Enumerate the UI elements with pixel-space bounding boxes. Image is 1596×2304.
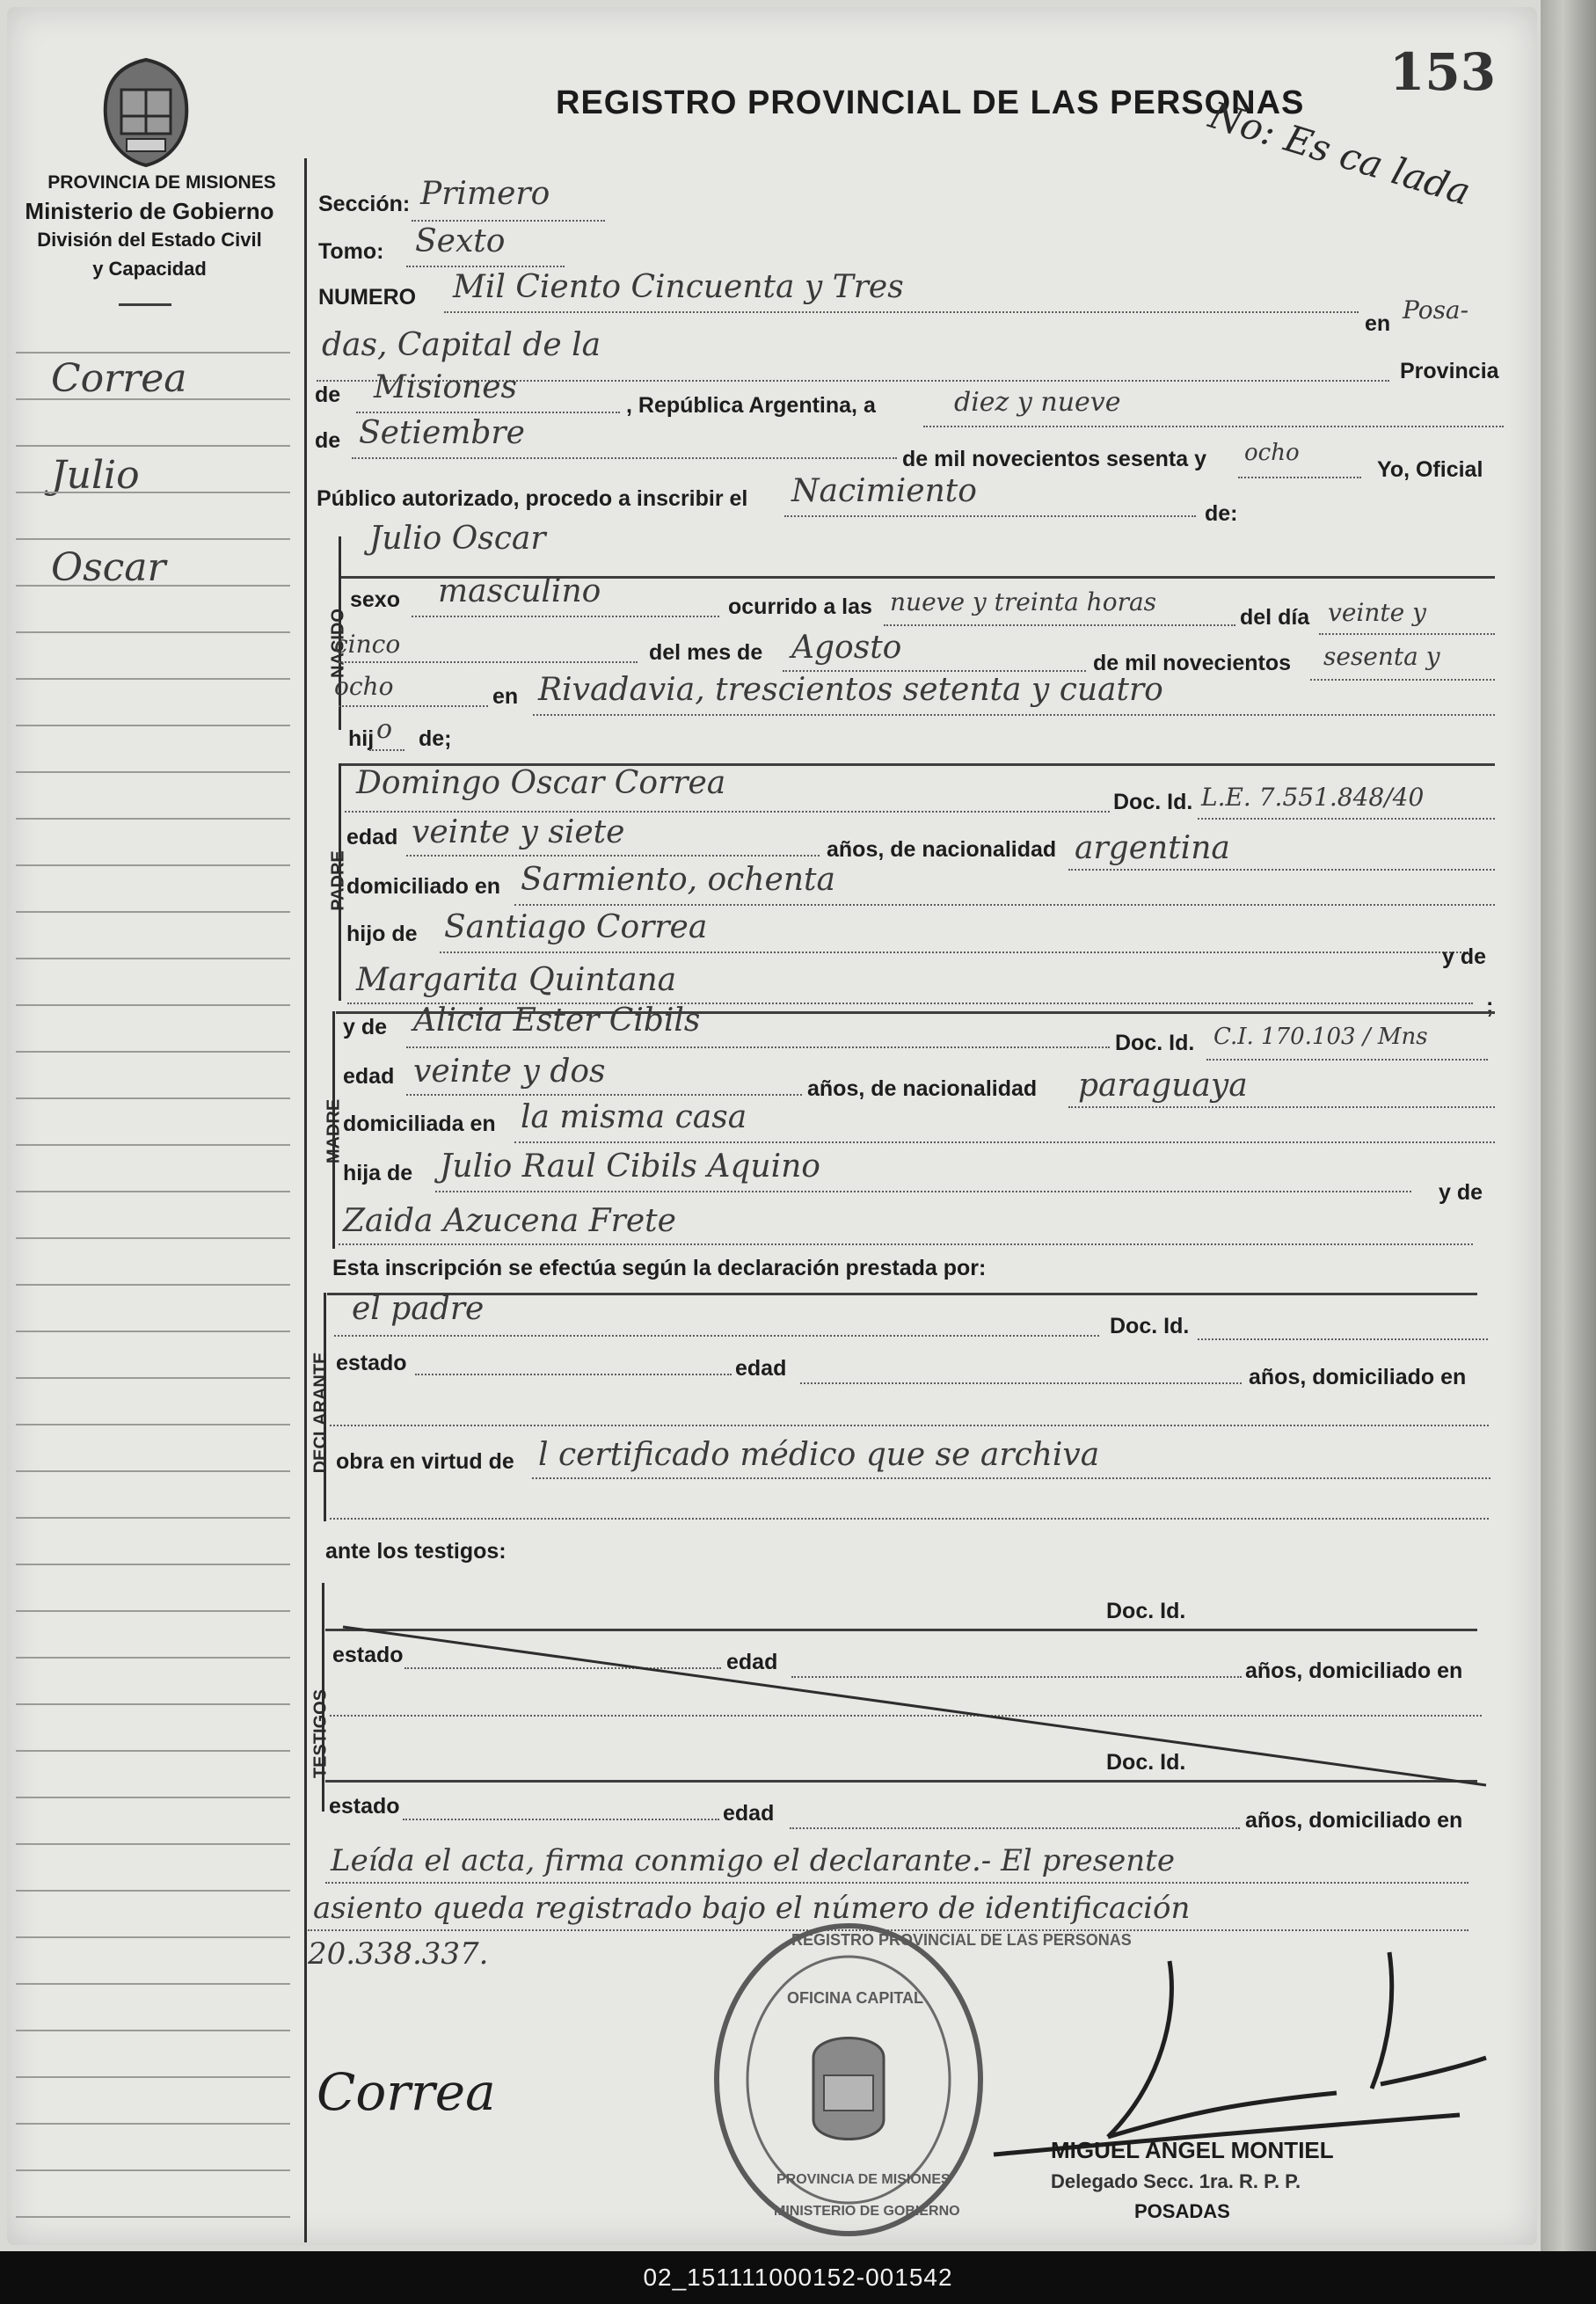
rule — [532, 1477, 1490, 1479]
madre-dom-value: la misma casa — [521, 1099, 747, 1135]
testigos-side-label: TESTIGOS — [310, 1688, 331, 1779]
annotation-stamp: No: Es ca lada — [1204, 93, 1476, 214]
rule — [330, 1518, 1489, 1520]
margin-rule — [16, 1890, 290, 1892]
mes-value: Agosto — [791, 630, 902, 666]
madre-madre-value: Zaida Azucena Frete — [343, 1203, 676, 1239]
seal-province-text: PROVINCIA DE MISIONES — [776, 2172, 951, 2187]
hijo-de-label: hijo de — [346, 922, 418, 946]
madre-nac-label: años, de nacionalidad — [807, 1076, 1038, 1101]
division-name: División del Estado Civil — [37, 229, 262, 251]
rule — [403, 1819, 719, 1820]
seal-inner-text: OFICINA CAPITAL — [787, 1989, 923, 2007]
margin-rule — [16, 2123, 290, 2125]
declarante-edad-label: edad — [735, 1356, 787, 1381]
madre-edad-label: edad — [343, 1064, 395, 1089]
rule — [533, 714, 1495, 716]
en-label: en — [1365, 311, 1391, 336]
rule — [406, 1046, 1110, 1048]
rule — [514, 1141, 1495, 1143]
rule — [1238, 477, 1361, 478]
padre-edad-label: edad — [346, 825, 398, 849]
republica-label: , República Argentina, a — [626, 393, 876, 418]
anio-value-2: ocho — [334, 672, 394, 701]
rule — [339, 705, 488, 707]
madre-dom-label: domiciliada en — [343, 1112, 496, 1136]
rule — [1310, 679, 1495, 681]
semicolon-label: ; — [1486, 994, 1494, 1018]
margin-middle-name: Oscar — [51, 545, 166, 590]
padre-dom-value: Sarmiento, ochenta — [521, 862, 835, 898]
padre-nac-value: argentina — [1075, 830, 1230, 866]
rule — [884, 624, 1235, 626]
margin-rule — [16, 678, 290, 680]
madre-edad-value: veinte y dos — [413, 1054, 606, 1090]
rule — [440, 951, 1468, 953]
rule — [345, 811, 1110, 813]
margin-rule — [16, 1657, 290, 1659]
fecha-anio-value: ocho — [1244, 440, 1300, 466]
madre-nac-value: paraguaya — [1078, 1068, 1248, 1104]
rule — [412, 616, 719, 617]
madre-doc-label: Doc. Id. — [1115, 1031, 1195, 1055]
numero-value: Mil Ciento Cincuenta y Tres — [453, 269, 904, 305]
y-de-label: y de — [1442, 944, 1487, 969]
rule — [406, 1094, 802, 1096]
margin-rule — [16, 1097, 290, 1099]
obra-value: l certificado médico que se archiva — [538, 1437, 1100, 1473]
y-de-label-2: y de — [343, 1015, 388, 1039]
provincia-value: Misiones — [374, 369, 518, 405]
hij-suffix-value: o — [376, 714, 393, 745]
rule — [325, 1882, 1468, 1884]
margin-rule — [16, 2216, 290, 2218]
rule — [435, 1191, 1411, 1192]
nota-line-1: Leída el acta, firma conmigo el declarante.- El presente — [331, 1843, 1175, 1878]
padre-nac-label: años, de nacionalidad — [827, 837, 1057, 862]
declarante-anios-label: años, domiciliado en — [1249, 1365, 1467, 1389]
rule — [339, 661, 638, 663]
declarante-estado-label: estado — [336, 1351, 407, 1375]
nota-line-2: asiento queda registrado bajo el número de identificación — [313, 1891, 1191, 1926]
margin-rule — [16, 1470, 290, 1472]
padre-dom-label: domiciliado en — [346, 874, 501, 899]
numero-label: NUMERO — [318, 285, 417, 310]
rule — [1068, 869, 1495, 871]
rule — [406, 855, 820, 857]
padre-doc-label: Doc. Id. — [1113, 790, 1193, 814]
rule — [412, 220, 605, 222]
margin-rule — [16, 725, 290, 726]
dia-value-2: cinco — [334, 630, 401, 659]
image-caption: 02_151111000152-001542 — [0, 2251, 1596, 2304]
margin-rule — [16, 445, 290, 447]
margin-rule — [16, 958, 290, 959]
rule — [406, 266, 565, 267]
dia-value-1: veinte y — [1328, 598, 1426, 627]
nacido-side-label: NACIDO — [328, 609, 348, 678]
rule — [1206, 1059, 1488, 1061]
rule — [800, 1382, 1242, 1384]
seccion-label: Sección: — [318, 192, 411, 216]
margin-rule — [16, 911, 290, 913]
margin-rule — [16, 1564, 290, 1565]
mil-sesenta-label: de mil novecientos sesenta y — [902, 447, 1206, 471]
official-name: MIGUEL ANGEL MONTIEL — [1051, 2137, 1334, 2163]
margin-rule — [16, 1191, 290, 1192]
fecha-mes-value: Setiembre — [359, 415, 525, 451]
official-city: POSADAS — [1134, 2200, 1230, 2222]
rule — [784, 515, 1196, 517]
margin-rule — [16, 1750, 290, 1752]
margin-rule — [16, 1004, 290, 1006]
margin-rule — [16, 1797, 290, 1798]
margin-first-name: Julio — [51, 453, 140, 498]
rule — [444, 311, 1359, 313]
de-label: de — [315, 383, 341, 407]
declarante-value: el padre — [352, 1291, 485, 1327]
margin-rule — [16, 2030, 290, 2031]
ministry-name: Ministerio de Gobierno — [25, 198, 274, 224]
margin-rule — [16, 1610, 290, 1612]
padre-nombre-value: Domingo Oscar Correa — [356, 765, 726, 801]
margin-divider — [304, 158, 307, 2242]
de-label-2: de — [315, 428, 341, 453]
margin-rule — [16, 1051, 290, 1053]
margin-rule — [16, 1424, 290, 1425]
de-semicolon-label: de; — [419, 726, 452, 751]
seal-outer-text: REGISTRO PROVINCIAL DE LAS PERSONAS — [791, 1931, 1132, 1949]
testigo1-doc-label: Doc. Id. — [1106, 1599, 1186, 1623]
tomo-value: Sexto — [415, 223, 506, 259]
margin-rule — [16, 1377, 290, 1379]
book-edge — [1541, 0, 1596, 2251]
rule — [356, 412, 620, 413]
testigo2-edad-label: edad — [723, 1801, 775, 1826]
margin-surname: Correa — [51, 356, 187, 401]
division-name-2: y Capacidad — [92, 258, 207, 280]
hij-label: hij — [348, 726, 375, 751]
rule — [1319, 633, 1495, 635]
rule — [330, 1425, 1489, 1426]
coat-of-arms-icon — [95, 55, 197, 169]
provincia-label: Provincia — [1400, 359, 1499, 383]
strike-line — [334, 1618, 1495, 1794]
margin-rule — [16, 1703, 290, 1705]
ante-testigos-label: ante los testigos: — [325, 1539, 506, 1564]
yo-oficial-label: Yo, Oficial — [1377, 457, 1483, 482]
obra-label: obra en virtud de — [336, 1449, 514, 1474]
margin-rule — [16, 864, 290, 866]
margin-rule — [16, 492, 290, 493]
madre-nombre-value: Alicia Ester Cibils — [413, 1003, 701, 1039]
margin-rule — [16, 1983, 290, 1985]
testigo2-doc-label: Doc. Id. — [1106, 1750, 1186, 1775]
margin-rule — [16, 1284, 290, 1286]
inscripcion-label: Esta inscripción se efectúa según la declaración prestada por: — [332, 1256, 987, 1280]
province-name: PROVINCIA DE MISIONES — [47, 172, 276, 193]
margin-rule — [16, 1237, 290, 1239]
padre-madre-value: Margarita Quintana — [356, 962, 677, 998]
block-rule — [327, 1293, 1477, 1295]
margin-rule — [16, 1517, 290, 1519]
madre-padre-value: Julio Raul Cibils Aquino — [440, 1148, 820, 1185]
margin-rule — [16, 771, 290, 773]
margin-rule — [16, 1843, 290, 1845]
testigo2-estado-label: estado — [329, 1794, 400, 1819]
en-value: Posa- — [1403, 295, 1469, 324]
padre-side-label: PADRE — [328, 850, 348, 911]
nota-line-3: 20.338.337. — [308, 1936, 489, 1972]
margin-rule — [16, 1936, 290, 1938]
testigo1-anios-label: años, domiciliado en — [1245, 1659, 1463, 1683]
sexo-value: masculino — [438, 573, 601, 609]
ocurrido-label: ocurrido a las — [728, 594, 872, 619]
acto-value: Nacimiento — [791, 473, 977, 509]
en-lugar-label: en — [492, 684, 519, 709]
nacido-nombre-value: Julio Oscar — [369, 521, 546, 557]
header-divider — [119, 303, 171, 306]
official-seal — [708, 1917, 989, 2242]
del-mes-label: del mes de — [649, 640, 763, 665]
rule — [790, 1827, 1240, 1829]
register-title: REGISTRO PROVINCIAL DE LAS PERSONAS — [556, 84, 1305, 121]
fecha-dia-value: diez y nueve — [954, 387, 1121, 418]
declarante-side-label: DECLARANTE — [310, 1352, 331, 1474]
rule — [415, 1374, 732, 1375]
testigo1-estado-label: estado — [332, 1643, 404, 1667]
declarante-signature: Correa — [317, 2062, 496, 2122]
page-number: 153 — [1389, 42, 1497, 102]
anio-value-1: sesenta y — [1323, 642, 1440, 671]
de-colon-label: de: — [1205, 501, 1238, 526]
madre-side-label: MADRE — [324, 1098, 344, 1164]
testigo2-anios-label: años, domiciliado en — [1245, 1808, 1463, 1833]
hora-value: nueve y treinta horas — [890, 587, 1157, 616]
y-de-label-3: y de — [1439, 1180, 1483, 1205]
rule — [369, 749, 404, 751]
margin-rule — [16, 631, 290, 633]
margin-rule — [16, 2076, 290, 2078]
hija-de-label: hija de — [343, 1161, 413, 1185]
rule — [1068, 1106, 1495, 1108]
seal-bottom-text: MINISTERIO DE GOBIERNO — [774, 2204, 960, 2219]
rule — [339, 1243, 1473, 1245]
sexo-label: sexo — [350, 587, 400, 612]
rule — [1198, 1338, 1488, 1340]
margin-rule — [16, 1144, 290, 1146]
seccion-value: Primero — [420, 176, 550, 212]
padre-padre-value: Santiago Correa — [444, 909, 708, 945]
rule — [923, 426, 1504, 427]
margin-rule — [16, 1331, 290, 1332]
margin-rule — [16, 2169, 290, 2171]
margin-rule — [16, 398, 290, 400]
tomo-label: Tomo: — [318, 239, 384, 264]
lugar-value: Rivadavia, trescientos setenta y cuatro — [538, 672, 1163, 708]
rule — [514, 904, 1495, 906]
rule — [1198, 818, 1495, 820]
madre-doc-value: C.I. 170.103 / Mns — [1213, 1024, 1428, 1050]
margin-rule — [16, 818, 290, 820]
margin-rule — [16, 538, 290, 540]
official-title: Delegado Secc. 1ra. R. P. P. — [1051, 2170, 1301, 2192]
testigo1-edad-label: edad — [726, 1650, 778, 1674]
publico-label: Público autorizado, procedo a inscribir el — [317, 486, 748, 511]
numero-value-2: das, Capital de la — [322, 327, 601, 363]
mil-novecientos-label: de mil novecientos — [1093, 651, 1292, 675]
margin-rule — [16, 352, 290, 354]
padre-edad-value: veinte y siete — [412, 814, 625, 850]
declarante-doc-label: Doc. Id. — [1110, 1314, 1190, 1338]
rule — [334, 1335, 1099, 1337]
del-dia-label: del día — [1240, 605, 1310, 630]
padre-doc-value: L.E. 7.551.848/40 — [1201, 783, 1425, 812]
rule — [352, 457, 897, 459]
margin-rule — [16, 585, 290, 587]
